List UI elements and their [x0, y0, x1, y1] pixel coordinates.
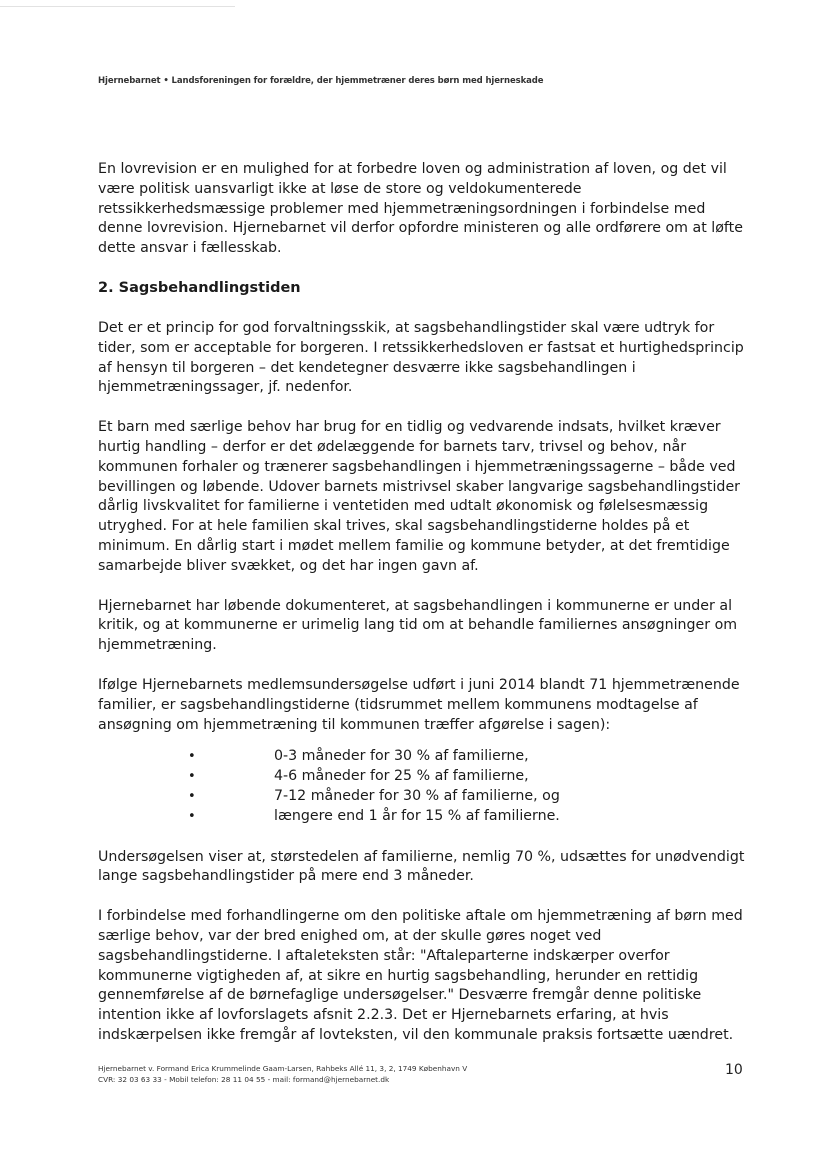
- section-heading: 2. Sagsbehandlingstiden: [98, 279, 301, 296]
- bullet-list: [98, 747, 748, 826]
- list-item: • 7-12 måneder for 30 % af familierne, og: [98, 787, 748, 807]
- bullet-icon: •: [188, 769, 196, 785]
- scan-edge-line: [0, 6, 235, 7]
- footer-contact: CVR: 32 03 63 33 - Mobil telefon: 28 11 04 55 - mail: formand@hjernebarnet.dk: [98, 1075, 390, 1084]
- list-item: • 4-6 måneder for 25 % af familierne,: [98, 767, 748, 787]
- paragraph-undersoegelsen: Undersøgelsen viser at, størstedelen af familierne, nemlig 70 %, udsættes for unødvendigt lange sagsbehandlingstider på mere end 3 måneder.: [98, 848, 745, 885]
- document-body: [98, 160, 748, 1066]
- paragraph-saerlige-behov: Et barn med særlige behov har brug for en tidlig og vedvarende indsats, hvilket kræver hurtig handling – derfor er det ødelæggende for barnets tarv, trivsel og behov, når kommunen forhaler og trænerer sagsbehandlingen i hjemmetræningssagerne – både ved bevillingen og løbende. Udover barnets mistrivsel skaber langvarige sagsbehandlingstider dårlig livskvalitet for familierne i ventetiden med udtalt økonomisk og følelsesmæssig utryghed. For at hele familien skal trives, skal sagsbehandlingstiderne holdes på et minimum. En dårlig start i mødet mellem familie og kommune betyder, at det fremtidige samarbejde bliver svækket, og det har ingen gavn af.: [98, 419, 741, 574]
- paragraph-princip: Det er et princip for god forvaltningsskik, at sagsbehandlingstider skal være udtryk for tider, som er acceptable for borgeren. I retssikkerhedsloven er fastsat et hurtighedsprincip af hensyn til borgeren – det kendetegner desværre ikke sagsbehandlingen i hjemmetræningssager, jf. nedenfor.: [98, 319, 744, 396]
- paragraph-medlemsundersoegelse: Ifølge Hjernebarnets medlemsundersøgelse udført i juni 2014 blandt 71 hjemmetrænende familier, er sagsbehandlingstiderne (tidsrummet mellem kommunens modtagelse af ansøgning om hjemmetræning til kommunen træffer afgørelse i sagen):: [98, 676, 740, 733]
- paragraph-forhandlingerne: I forbindelse med forhandlingerne om den politiske aftale om hjemmetræning af børn med særlige behov, var der bred enighed om, at der skulle gøres noget ved sagsbehandlingstiderne. I aftaleteksten står: "Aftaleparterne indskærper overfor kommunerne vigtigheden af, at sikre en hurtig sagsbehandling, herunder en rettidig gennemførelse af de børnefaglige undersøgelser." Desværre fremgår denne politiske intention ikke af lovforslagets afsnit 2.2.3. Det er Hjernebarnets erfaring, at hvis indskærpelsen ikke fremgår af lovteksten, vil den kommunale praksis fortsætte uændret.: [98, 908, 743, 1043]
- bullet-icon: •: [188, 808, 196, 824]
- list-item: • 0-3 måneder for 30 % af familierne,: [98, 747, 748, 767]
- footer-address: Hjernebarnet v. Formand Erica Krummelinde Gaam-Larsen, Rahbeks Allé 11, 3, 2, 1749 København V: [98, 1064, 468, 1073]
- page-footer: [98, 1063, 467, 1085]
- bullet-icon: •: [188, 788, 196, 804]
- page-header: Hjernebarnet • Landsforeningen for forældre, der hjemmetræner deres børn med hjerneskade: [98, 76, 544, 86]
- bullet-icon: •: [188, 749, 196, 765]
- paragraph-dokumenteret: Hjernebarnet har løbende dokumenteret, at sagsbehandlingen i kommunerne er under al kritik, og at kommunerne er urimelig lang tid om at behandle familiernes ansøgninger om hjemmetræning.: [98, 597, 738, 654]
- page-number: 10: [725, 1062, 743, 1078]
- paragraph-lovrevision: En lovrevision er en mulighed for at forbedre loven og administration af loven, og det vil være politisk uansvarligt ikke at løse de store og veldokumenterede retssikkerhedsmæssige problemer med hjemmetræningsordningen i forbindelse med denne lovrevision. Hjernebarnet vil derfor opfordre ministeren og alle ordførere om at løfte dette ansvar i fællesskab.: [98, 161, 743, 257]
- list-item: • længere end 1 år for 15 % af familierne.: [98, 807, 748, 827]
